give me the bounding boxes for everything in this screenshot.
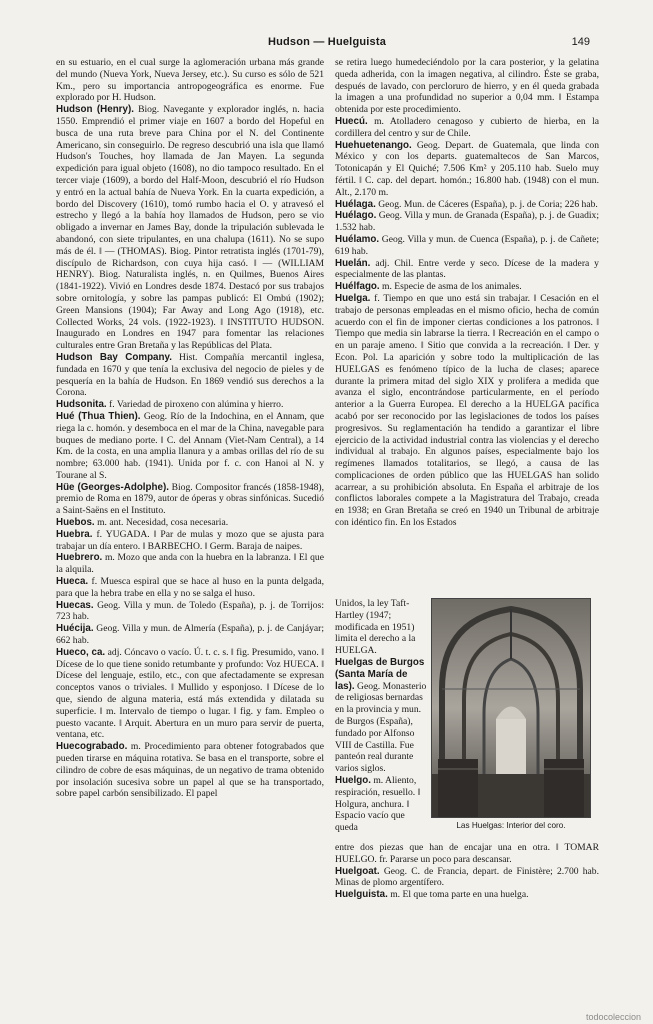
entry-text: f. Muesca espiral que se hace al huso en la punta delgada, para que la hebra trabe en ella y no se salga el huso. <box>56 576 324 599</box>
headword: Huecas. <box>56 599 94 611</box>
entry-text: Biog. Compositor francés (1858-1948), premio de Roma en 1879, autor de óperas y obras sinfónicas. Sucedió a Saint-Saëns en el Instituto. <box>56 481 324 517</box>
dictionary-entry <box>56 57 324 104</box>
headword: Hueca. <box>56 576 89 588</box>
photo-caption: Las Huelgas: Interior del coro. <box>456 821 566 830</box>
entry-text: Geog. C. de Francia, depart. de Finistère; 2.700 hab. Minas de plomo argentífero. <box>335 865 599 889</box>
entry-text: Biog. Navegante y explorador inglés, n. hacia 1550. Emprendió el primer viaje en 1607 a bordo del Hopeful en busca de una ruta breve para China por el N. del Continente Americano, sin conseguirlo. De regreso descubrió una isla que llamó Hudson's Touches, hoy llamada de Jan Mayen. La segunda expedición para igual objeto (1608), no dio tampoco resultado. En el tercer viaje (1609), a bordo del Half-Moon, descubrió el río Hudson y entró en la actual bahía de Nueva York. En la cuarta expedición, a bordo del Discovery (1610), tomó rumbo hacia el O. y atravesó el estrecho y llegó a la bahía hoy llamados de Hudson, pero se vio obligado a invernar en James Bay, donde la tripulación sublevada le abandonó, con siete tripulantes, en una chalupa (1611). No se supo más de él. ‖ — (THOMAS). Biog. Pintor retratista inglés (1701-79), discípulo de Richardson, con cuya hija casó. ‖ — (WILLIAM HENRY). Biog. Naturalista inglés, n. en Quilmes, Buenos Aires (1841-1922). Vivió en Londres desde 1874. Destacó por sus trabajos sobre ornitología, y sobre las pampas publicó: El Ombú (1902); Green Mansions (1904); Far Away and Long Ago (1918), etc. Collected Works, 24 vols. (1922-1923). ‖ INSTITUTO HUDSON. Inaugurado en Londres en 1947 para fomentar las relaciones culturales entre Gran Bretaña y las Repúblicas del Plata. <box>56 104 324 352</box>
dictionary-entry <box>56 411 324 482</box>
dictionary-entry <box>56 352 324 399</box>
headword: Huelguista. <box>335 889 388 901</box>
dictionary-entry <box>335 866 599 890</box>
headword: Huécija. <box>56 623 94 635</box>
headword: Huebos. <box>56 517 95 529</box>
dictionary-entry <box>56 741 324 800</box>
running-title: Hudson — Huelguista <box>267 36 387 48</box>
headword: Huelán. <box>335 257 371 269</box>
page-header <box>64 36 590 50</box>
entry-text: Geog. Villa y mun. de Toledo (España), p. j. de Torrijos: 723 hab. <box>56 599 324 623</box>
entry-text: Geog. Villa y mun. de Cuenca (España), p. j. de Cañete; 619 hab. <box>335 233 599 257</box>
dictionary-entry <box>335 57 599 116</box>
entry-text: se retira luego humedeciéndolo por la cara posterior, y la gelatina queda adherida, con la imagen negativa, al cilindro. Éste se graba, después de lavado, con percloruro de hierro, y en él queda grabada la imagen a una profundidad no superior a 0,04 mm. ‖ Estampa obtenida por este procedimiento. <box>335 57 599 116</box>
dictionary-entry <box>56 399 324 411</box>
headword: Hudsonita. <box>56 399 107 411</box>
entry-text: en su estuario, en el cual surge la aglomeración urbana más grande del mundo (Nueva York, Nueva Jersey, etc.). Su curso es sólo de 521 Km., pero su importancia antropogeográfica es enorme. Fue explorado por H. Hudson. <box>56 57 324 104</box>
dictionary-entry <box>335 281 599 293</box>
headword: Huélamo. <box>335 233 380 245</box>
entry-text: Geog. Río de la Indochina, en el Annam, que riega la c. homón. y desemboca en el mar de la China, navegable para buques de mediano porte. ‖ C. del Annam (Viet-Nam Central), a 14 Km. de la costa, en una amplia llanura y a ambas orillas del río de su nombre; 63.000 hab. (1941). Unida por f. c. con Hanoi al N. y Tourane al S. <box>56 410 324 481</box>
headword: Huelga. <box>335 292 371 304</box>
dictionary-entry <box>335 842 599 866</box>
dictionary-entry <box>335 199 599 211</box>
entry-text: f. YUGADA. ‖ Par de mulas y mozo que se ajusta para trabajar un día entero. ‖ BARBECHO. ‖ Germ. Baraja de naipes. <box>56 528 324 552</box>
dictionary-entry <box>56 623 324 647</box>
dictionary-entry <box>56 600 324 624</box>
headword: Hudson (Henry). <box>56 104 134 116</box>
dictionary-entry <box>335 293 599 529</box>
dictionary-entry <box>56 529 324 553</box>
headword-huelgas-burgos: Huelgas de Burgos (Santa María de las). <box>335 656 425 692</box>
entry-text: f. Variedad de piroxeno con alúmina y hierro. <box>109 399 284 411</box>
dictionary-entry <box>56 647 324 741</box>
church-photo-figure <box>431 598 591 834</box>
dictionary-entry <box>335 210 599 234</box>
entry-text: f. Tiempo en que uno está sin trabajar. ‖ Cesación en el trabajo de personas empleadas en el mismo oficio, hecha de común acuerdo con el fin de imponer ciertas condiciones a los patronos. ‖ Tiempo que media sin labrarse la tierra. ‖ Recreación en el campo o en un paraje ameno. ‖ Sitio que convida a la recreación. ‖ Der. y Econ. Pol. La aparición y sobre todo la multiplicación de las HUELGAS es fenómeno típico de la lucha de clases; aparece durante la primera mitad del siglo XIX y prolifera a medida que avanza el siglo, encontrándose particularmente, en el período anterior a la Guerra Europea. El derecho a la HUELGA pacífica acabó por ser reconocido por las legislaciones de todos los países progresivos. Su reglamentación ha tendido a garantizar el libre ejercicio de la actividad industrial contra las violencias y el derecho individual al trabajo. En algunos países, especialmente bajo los regímenes llamados totalitarios, se llegó, a causa de las complicaciones de orden público que las HUELGAS han solido acarrear, a su prohibición absoluta. En España el arbitraje de los conflictos laborales compete a la Magistratura del Trabajo, creada en 1938; en Gran Bretaña se creó en 1940 un Tribunal de arbitraje con idéntico fin. En los Estados <box>335 292 599 529</box>
right-column <box>335 57 599 529</box>
headword: Huebra. <box>56 528 93 540</box>
page-number: 149 <box>571 36 590 48</box>
headword: Huecograbado. <box>56 741 128 753</box>
dictionary-entry <box>335 889 599 901</box>
headword: Huebrero. <box>56 552 103 564</box>
headword: Hueco, ca. <box>56 646 106 658</box>
left-column <box>56 57 324 800</box>
entry-text: m. Procedimiento para obtener fotograbados que pueden tirarse en máquina rotativa. Se basa en el transporte, sobre el cilindro de cobre de esas máquinas, de un negativo de trama obtenido por insolación sucesiva sobre un papel al que se ha transportado, sobre papel carbón sensibilizado. El papel <box>56 741 324 800</box>
headword: Huélaga. <box>335 198 376 210</box>
entry-text: adj. Cóncavo o vacío. Ú. t. c. s. ‖ fig. Presumido, vano. ‖ Dícese de lo que tiene sonido retumbante y profundo: Voz HUECA. ‖ Dícese del lenguaje, estilo, etc., con que afectadamente se expresan conceptos vanos o triviales. ‖ Mullido y esponjoso. ‖ Dícese de lo que, siendo de alguna materia, está más extendida y dilatada su superficie. ‖ m. Intervalo de tiempo o lugar. ‖ fig. y fam. Empleo o puesto vacante. ‖ Arquit. Abertura en un muro para servir de puerta, ventana, etc. <box>56 646 324 741</box>
wrap-text-2: Geog. Monasterio de religiosas bernardas en la provincia y mun. de Burgos (España), fundado por Alfonso VIII de Castilla. Fue panteón real durante varios siglos. <box>335 680 427 775</box>
dictionary-entry <box>56 104 324 352</box>
dictionary-entry <box>335 140 599 199</box>
headword-huelgo: Huelgo. <box>335 774 371 786</box>
entry-text: m. El que toma parte en una huelga. <box>390 889 529 901</box>
entry-text: entre dos piezas que han de encajar una en otra. ‖ TOMAR HUELGO. fr. Pararse un poco para descansar. <box>335 842 599 865</box>
wrap-text-block <box>335 598 427 834</box>
dictionary-entry <box>56 517 324 529</box>
entry-text: m. Especie de asma de los animales. <box>382 281 522 293</box>
entry-text: Geog. Mun. de Cáceres (España), p. j. de Coria; 226 hab. <box>378 198 598 210</box>
entry-text: m. Mozo que anda con la huebra en la labranza. ‖ El que la alquila. <box>56 552 324 576</box>
entry-text: Hist. Compañía mercantil inglesa, fundada en 1670 y que tenía la exclusiva del negocio de pieles y de pesquería en la bahía de Hudson. En 1869 vendió sus derechos a la Corona. <box>56 351 324 399</box>
dictionary-entry <box>335 234 599 258</box>
headword: Huélago. <box>335 210 377 222</box>
dictionary-entry <box>56 576 324 600</box>
dictionary-entry <box>335 258 599 282</box>
entry-text: m. ant. Necesidad, cosa necesaria. <box>97 517 229 529</box>
church-interior-photo <box>431 598 591 818</box>
wrap-text-1: Unidos, la ley Taft-Hartley (1947; modificada en 1951) limita el derecho a la HUELGA. <box>335 598 416 657</box>
headword: Huélfago. <box>335 281 380 293</box>
bottom-right-entries <box>335 842 599 901</box>
entry-text: Geog. Villa y mun. de Almería (España), p. j. de Canjáyar; 662 hab. <box>56 623 324 647</box>
entry-text: m. Atolladero cenagoso y cubierto de hierba, en la cordillera del centro y sur de Chile. <box>335 115 599 139</box>
dictionary-entry <box>335 116 599 140</box>
entry-text: adj. Chil. Entre verde y seco. Dícese de la madera y especialmente de las plantas. <box>335 257 599 281</box>
headword: Huehuetenango. <box>335 139 412 151</box>
headword: Huelgoat. <box>335 865 380 877</box>
entry-text: Geog. Depart. de Guatemala, que linda con México y con los departs. guatemaltecos de San Marcos, Totonicapán y El Quiché; 7.506 Km² y 205.110 hab. Suelo muy fértil. ‖ C. cap. del depart. homón.; 16.800 hab. (1948) con el mun. Alt., 2.170 m. <box>335 139 599 198</box>
headword: Huecú. <box>335 115 368 127</box>
watermark: todocoleccion <box>585 1012 641 1022</box>
headword: Hüe (Georges-Adolphe). <box>56 481 169 493</box>
dictionary-entry <box>56 552 324 576</box>
dictionary-entry <box>56 482 324 517</box>
entry-text: Geog. Villa y mun. de Granada (España), p. j. de Guadix; 1.532 hab. <box>335 210 600 234</box>
headword: Hudson Bay Company. <box>56 351 172 363</box>
headword: Hué (Thua Thien). <box>56 410 141 422</box>
wrap-text-3: m. Aliento, respiración, resuello. ‖ Holgura, anchura. ‖ Espacio vacío que queda <box>335 774 421 834</box>
